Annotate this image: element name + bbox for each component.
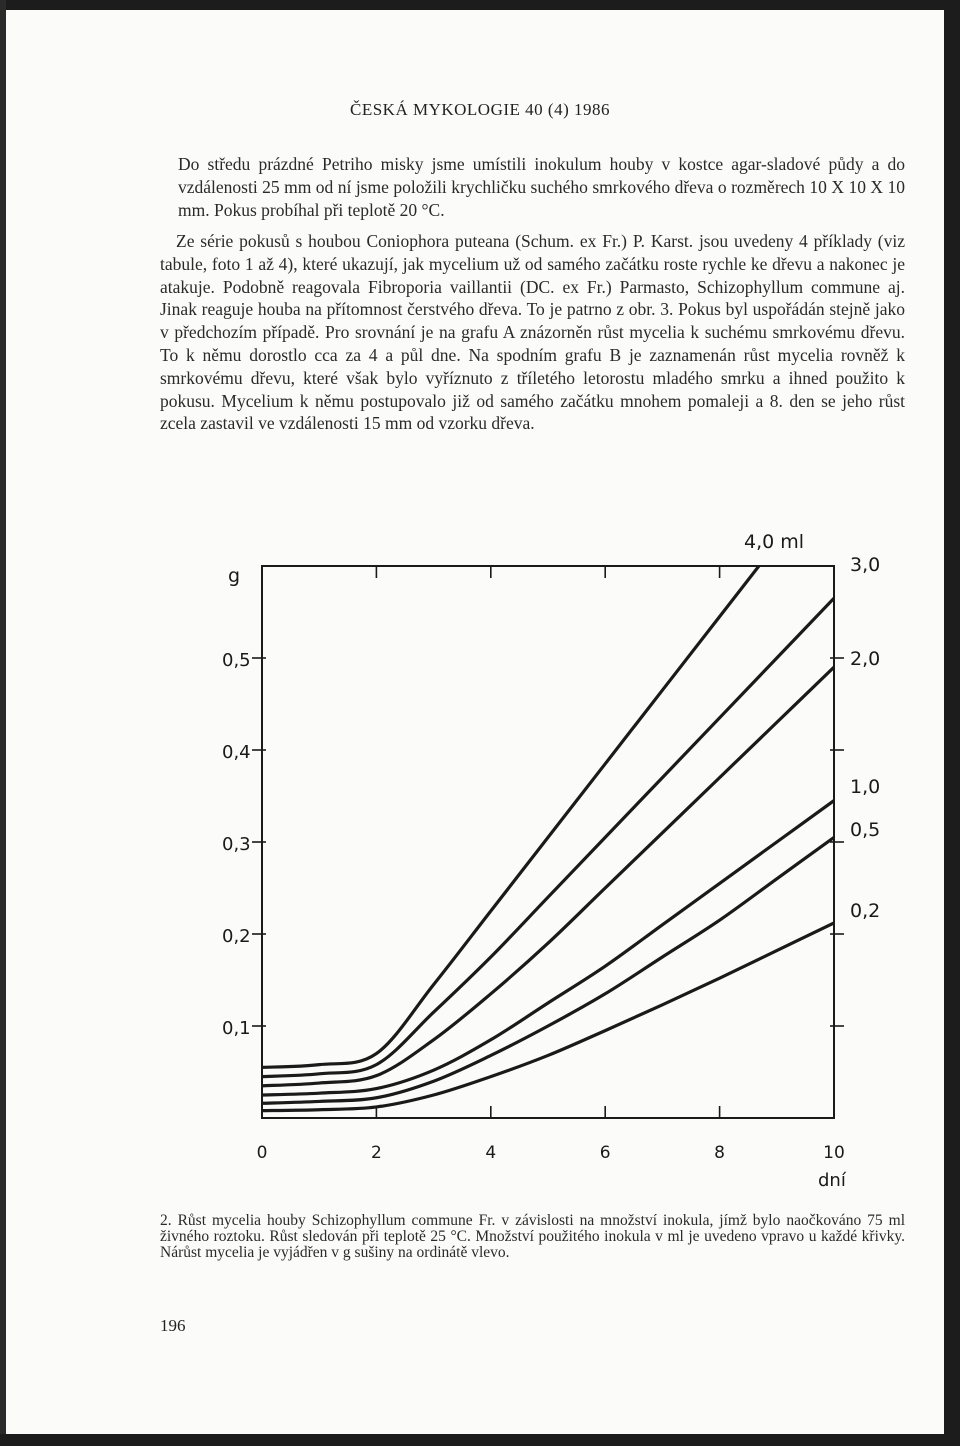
- page-number: 196: [160, 1316, 186, 1335]
- x-tick-label: 10: [823, 1143, 845, 1163]
- series-label: 3,0: [850, 554, 881, 576]
- series-label: 0,5: [850, 819, 881, 841]
- y-tick-label: 0,2: [222, 926, 251, 947]
- series-label: 4,0 ml: [744, 531, 805, 553]
- x-tick-label: 6: [599, 1143, 611, 1163]
- plot-frame: [262, 566, 834, 1118]
- x-tick-label: 8: [714, 1143, 726, 1163]
- series-label: 2,0: [850, 648, 881, 670]
- series-line: [262, 667, 834, 1086]
- series-label: 0,2: [850, 900, 881, 922]
- x-tick-label: 4: [485, 1143, 497, 1163]
- x-tick-label: 2: [370, 1143, 382, 1163]
- paragraph-2: Ze série pokusů s houbou Coniophora puteana (Schum. ex Fr.) P. Karst. jsou uvedeny 4 příklady (viz tabule, foto 1 až 4), které ukazují, jak mycelium už od samého začátku roste rychle ke dřevu a nakonec je atakuje. Podobně reagovala Fibroporia vaillantii (DC. ex Fr.) Parmasto, Schizophyllum commune aj. Jinak reaguje houba na přítomnost čerstvého dřeva. To je patrno z obr. 3. Pokus byl uspořádán stejně jako v předchozím případě. Pro srovnání je na grafu A znázorněn růst mycelia k suchému smrkovému dřevu. To k němu dorostlo cca za 4 a půl dne. Na spodním grafu B je zaznamenán růst mycelia rovněž k smrkovému dřevu, které však bylo vyříznuto z tříletého letorostu mladého smrku a ihned použito k pokusu. Mycelium k němu postupovalo již od samého začátku mnohem pomaleji a 8. den se jeho růst zcela zastavil ve vzdálenosti 15 mm od vzorku dřeva.: [160, 231, 905, 434]
- x-tick-label: 0: [256, 1143, 268, 1163]
- x-axis-label: dní: [818, 1170, 846, 1191]
- running-head: ČESKÁ MYKOLOGIE 40 (4) 1986: [350, 100, 610, 119]
- series-line: [262, 801, 834, 1095]
- y-tick-label: 0,5: [222, 650, 251, 671]
- y-tick-label: 0,3: [222, 834, 251, 855]
- y-axis-label: g: [228, 565, 241, 587]
- figure-caption: 2. Růst mycelia houby Schizophyllum commune Fr. v závislosti na množství inokula, jímž bylo naočkováno 75 ml živného roztoku. Růst sledován při teplotě 25 °C. Množství použitého inokula v ml je uvedeno vpravo u každé křivky. Nárůst mycelia je vyjádřen v g sušiny na ordinátě vlevo.: [160, 1212, 905, 1262]
- series-label: 1,0: [850, 776, 881, 798]
- y-tick-label: 0,1: [222, 1018, 251, 1039]
- paragraph-1: Do středu prázdné Petriho misky jsme umístili inokulum houby v kostce agar-sladové půdy a do vzdálenosti 25 mm od ní jsme položili krychličku suchého smrkového dřeva o rozměrech 10 X 10 X 10 mm. Pokus probíhal při teplotě 20 °C.: [178, 154, 905, 220]
- y-tick-label: 0,4: [222, 742, 251, 763]
